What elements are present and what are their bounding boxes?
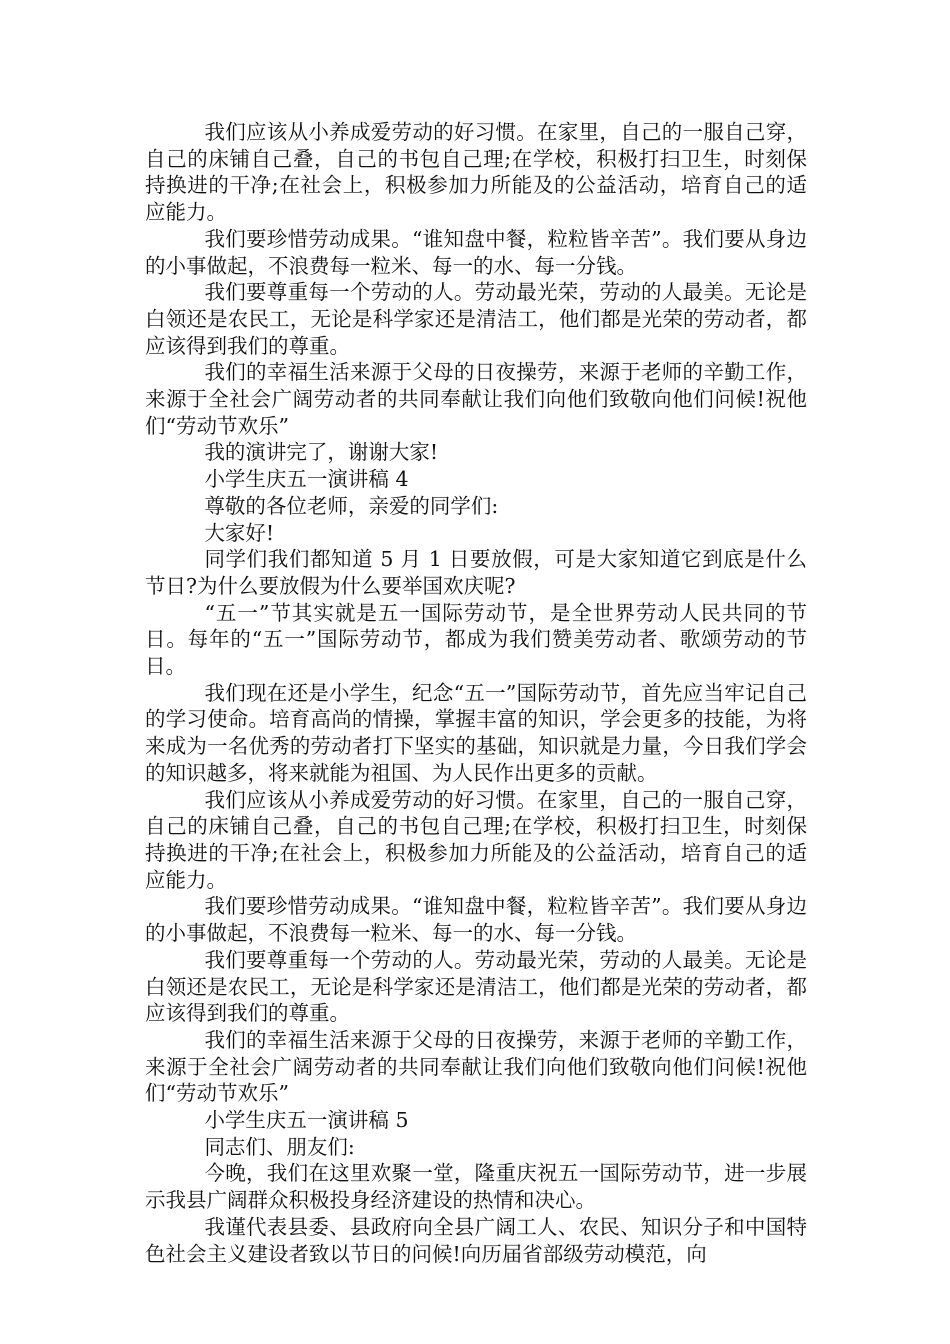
speech-5-title: 小学生庆五一演讲稿 5 bbox=[204, 1108, 409, 1133]
paragraph-student-mission: 我们现在还是小学生，纪念“五一”国际劳动节，首先应当牢记自己的学习使命。培育高尚的情操，掌握丰富的知识，学会更多的技能，为将来成为一名优秀的劳动者打下坚实的基础，知识就是力量，今日我们学会的知识越多，将来就能为祖国、为人民作出更多的贡献。 bbox=[145, 680, 807, 785]
speech-4-salutation: 尊敬的各位老师，亲爱的同学们: bbox=[204, 493, 499, 518]
paragraph-closing-thanks: 我的演讲完了，谢谢大家! bbox=[204, 440, 439, 465]
paragraph-love-labor-habit: 我们应该从小养成爱劳动的好习惯。在家里，自己的一服自己穿，自己的床铺自己叠，自己的书包自己理;在学校，积极打扫卫生，时刻保持换进的干净;在社会上，积极参加力所能及的公益活动，培育自己的适应能力。 bbox=[145, 120, 807, 225]
paragraph-celebration-tonight: 今晚，我们在这里欢聚一堂，隆重庆祝五一国际劳动节，进一步展示我县广阔群众积极投身经济建设的热情和决心。 bbox=[145, 1161, 807, 1213]
paragraph-cherish-results: 我们要珍惜劳动成果。“谁知盘中餐，粒粒皆辛苦”。我们要从身边的小事做起，不浪费每一粒米、每一的水、每一分钱。 bbox=[145, 226, 807, 278]
paragraph-labor-day-meaning: “五一”节其实就是五一国际劳动节，是全世界劳动人民共同的节日。每年的“五一”国际劳动节，都成为我们赞美劳动者、歌颂劳动的节日。 bbox=[145, 600, 807, 679]
paragraph-may-first-question: 同学们我们都知道 5 月 1 日要放假，可是大家知道它到底是什么节日?为什么要放假为什么要举国欢庆呢? bbox=[145, 547, 807, 598]
paragraph-happy-life-2: 我们的幸福生活来源于父母的日夜操劳，来源于老师的辛勤工作，来源于全社会广阔劳动者的共同奉献让我们向他们致敬向他们问候!祝他们“劳动节欢乐” bbox=[145, 1027, 807, 1106]
paragraph-love-labor-habit-2: 我们应该从小养成爱劳动的好习惯。在家里，自己的一服自己穿，自己的床铺自己叠，自己的书包自己理;在学校，积极打扫卫生，时刻保持换进的干净;在社会上，积极参加力所能及的公益活动，培育自己的适应能力。 bbox=[145, 787, 807, 892]
paragraph-greetings-to-workers: 我谨代表县委、县政府向全县广阔工人、农民、知识分子和中国特色社会主义建设者致以节日的问候!向历届省部级劳动模范，向 bbox=[145, 1214, 807, 1266]
speech-4-title: 小学生庆五一演讲稿 4 bbox=[204, 467, 409, 492]
paragraph-cherish-results-2: 我们要珍惜劳动成果。“谁知盘中餐，粒粒皆辛苦”。我们要从身边的小事做起，不浪费每一粒米、每一的水、每一分钱。 bbox=[145, 894, 807, 946]
paragraph-happy-life: 我们的幸福生活来源于父母的日夜操劳，来源于老师的辛勤工作，来源于全社会广阔劳动者的共同奉献让我们向他们致敬向他们问候!祝他们“劳动节欢乐” bbox=[145, 360, 807, 438]
speech-5-salutation: 同志们、朋友们: bbox=[204, 1134, 355, 1159]
paragraph-respect-workers: 我们要尊重每一个劳动的人。劳动最光荣，劳动的人最美。无论是白领还是农民工，无论是科学家还是清洁工，他们都是光荣的劳动者，都应该得到我们的尊重。 bbox=[145, 280, 807, 358]
paragraph-respect-workers-2: 我们要尊重每一个劳动的人。劳动最光荣，劳动的人最美。无论是白领还是农民工，无论是科学家还是清洁工，他们都是光荣的劳动者，都应该得到我们的尊重。 bbox=[145, 947, 807, 1026]
document-body bbox=[145, 119, 807, 1267]
speech-4-greeting: 大家好! bbox=[204, 520, 275, 545]
